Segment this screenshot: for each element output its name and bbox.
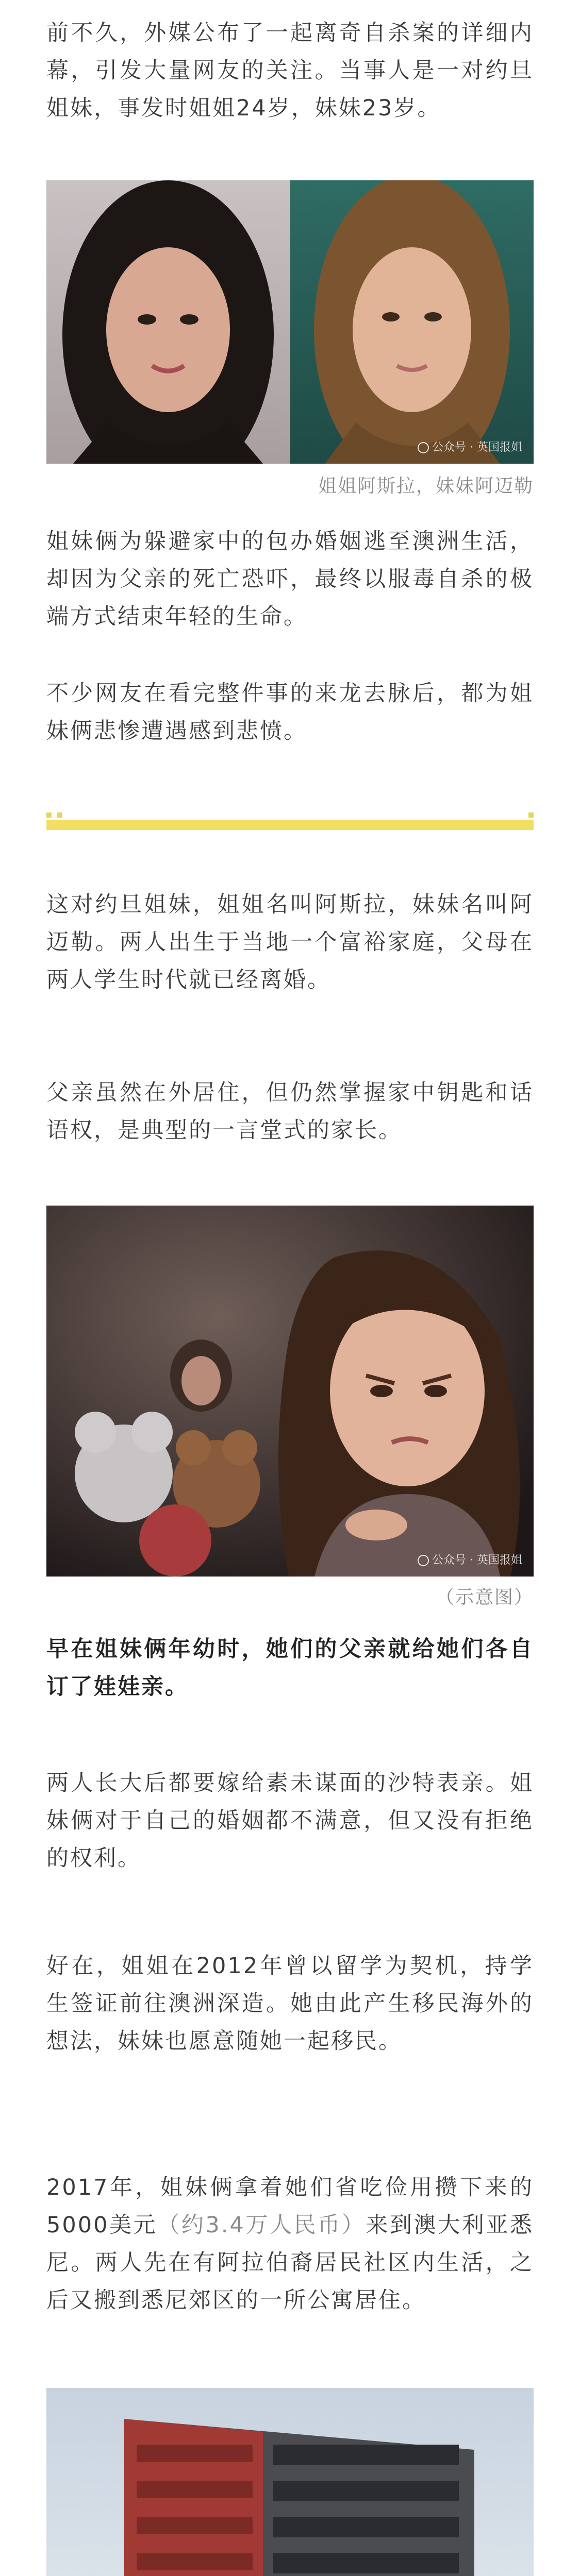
wechat-icon	[418, 1555, 429, 1566]
paragraph-study-abroad: 好在，姐姐在2012年曾以留学为契机，持学生签证前往澳洲深造。她由此产生移民海外的想法，妹妹也愿意随她一起移民。	[46, 1953, 534, 2054]
paragraph-background: 这对约旦姐妹，姐姐名叫阿斯拉，妹妹名叫阿迈勒。两人出生于当地一个富裕家庭，父母在两人学生时代就已经离婚。	[46, 892, 534, 993]
paragraph-intro: 前不久，外媒公布了一起离奇自杀案的详细内幕，引发大量网友的关注。当事人是一对约旦姐妹，事发时姐姐24岁，妹妹23岁。	[46, 20, 534, 121]
photo-watermark: 公众号 · 英国报姐	[418, 1551, 522, 1567]
section-divider	[46, 811, 534, 830]
girl-illustration-graphic	[46, 1206, 534, 1577]
photo-caption: （示意图）	[435, 1587, 534, 1608]
apartment-graphic	[46, 2388, 534, 2576]
sisters-photo	[46, 180, 534, 464]
paragraph-cousins: 两人长大后都要嫁给素未谋面的沙特表亲。姐妹俩对于自己的婚姻都不满意，但又没有拒绝的权利。	[46, 1770, 534, 1871]
paragraph-father: 父亲虽然在外居住，但仍然掌握家中钥匙和话语权，是典型的一言堂式的家长。	[46, 1080, 534, 1143]
paragraph-escape: 姐妹俩为躲避家中的包办婚姻逃至澳洲生活，却因为父亲的死亡恐吓，最终以服毒自杀的极端方式结束年轻的生命。	[46, 529, 534, 630]
sisters-photo-graphic	[46, 180, 534, 464]
wechat-icon	[418, 442, 429, 453]
photo-watermark: 公众号 · 英国报姐	[418, 438, 522, 454]
apartment-photo	[46, 2388, 534, 2576]
paragraph-sydney: 2017年，姐妹俩拿着她们省吃俭用攒下来的5000美元（约3.4万人民币）来到澳大利亚悉尼。两人先在有阿拉伯裔居民社区内生活，之后又搬到悉尼郊区的一所公寓居住。	[46, 2175, 534, 2313]
paragraph-reaction: 不少网友在看完整件事的来龙去脉后，都为姐妹俩悲惨遭遇感到悲愤。	[46, 681, 534, 744]
paragraph-engagement: 早在姐妹俩年幼时，她们的父亲就给她们各自订了娃娃亲。	[46, 1636, 534, 1700]
photo-caption: 姐姐阿斯拉，妹妹阿迈勒	[318, 476, 534, 497]
girl-illustration-photo	[46, 1206, 534, 1577]
